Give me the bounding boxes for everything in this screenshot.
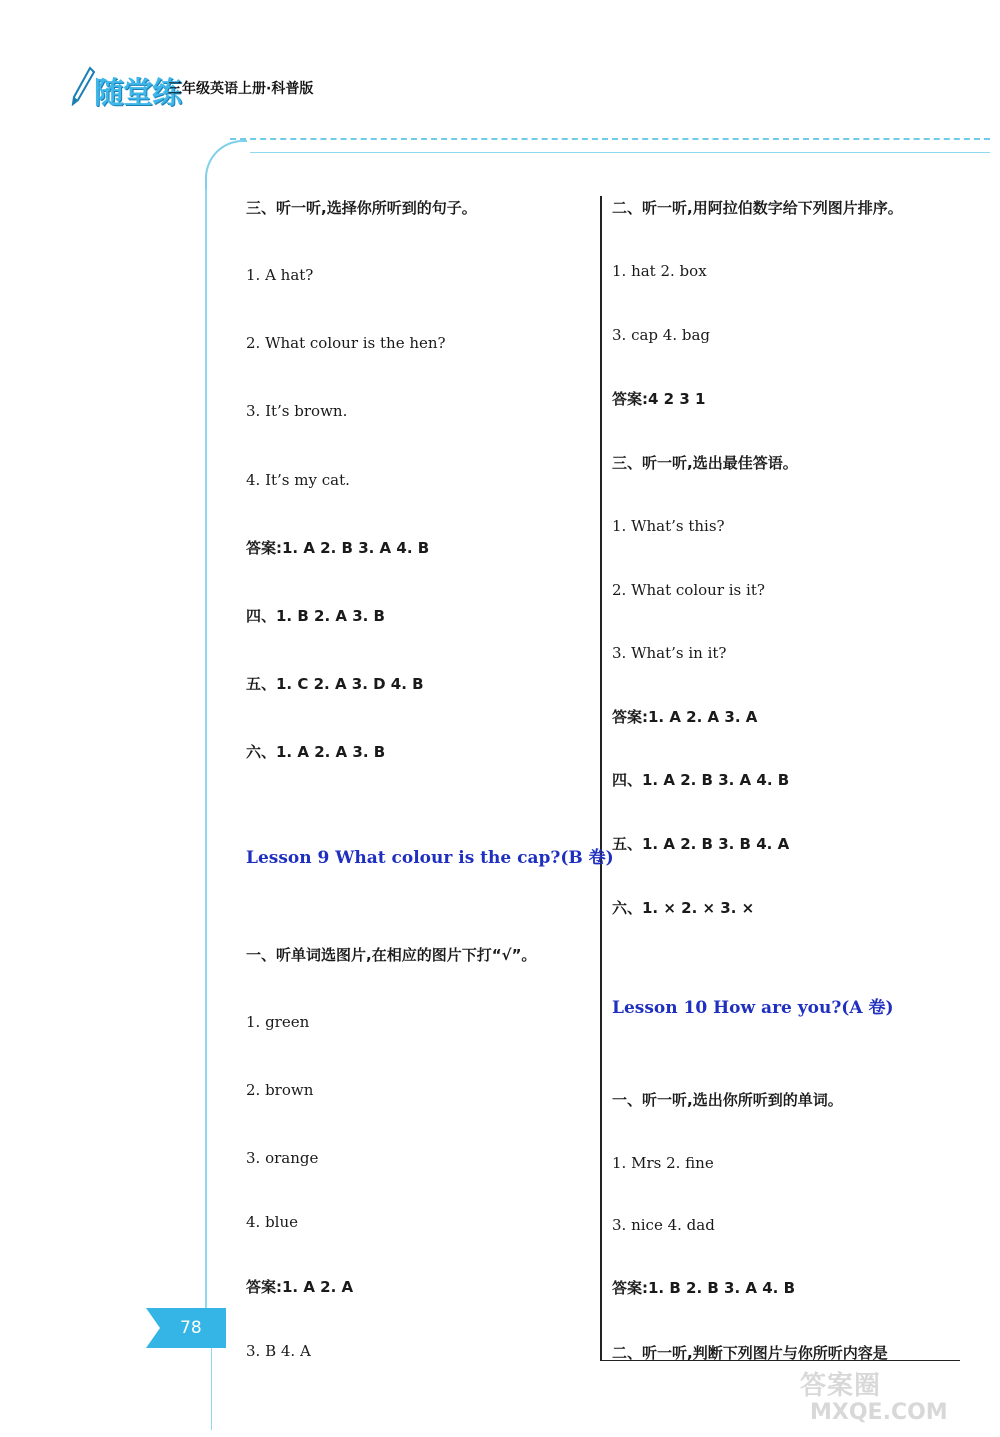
section-text: 答案:1. A 2. A [246, 1278, 354, 1296]
item-text: 1. Mrs 2. fine [612, 1154, 714, 1172]
section-text: 二、听一听,判断下列图片与你所听内容是 [612, 1344, 888, 1362]
item-text: 2. What colour is the hen? [246, 334, 446, 352]
section-text: 五、1. C 2. A 3. D 4. B [246, 675, 424, 693]
item-text: 3. B 4. A [246, 1342, 311, 1360]
item-text: 3. It’s brown. [246, 402, 348, 420]
page-header [70, 62, 370, 112]
page-number: 78 [180, 1318, 202, 1338]
watermark-logo: 答案圈 [800, 1371, 882, 1401]
top-decorative-line-inner [250, 152, 990, 153]
lesson-heading: Lesson 10 How are you?(A 卷) [612, 998, 894, 1018]
section-text: 三、听一听,选出最佳答语。 [612, 454, 798, 472]
pencil-icon [70, 66, 96, 106]
item-text: 2. brown [246, 1081, 314, 1099]
item-text: 1. green [246, 1013, 310, 1031]
section-text: 四、1. A 2. B 3. A 4. B [612, 771, 790, 789]
left-margin-rule [205, 190, 207, 1340]
section-text: 答案:4 2 3 1 [612, 390, 706, 408]
section-text: 四、1. B 2. A 3. B [246, 607, 385, 625]
top-decorative-line [230, 138, 990, 140]
section-text: 一、听单词选图片,在相应的图片下打“√”。 [246, 946, 537, 964]
section-text: 答案:1. A 2. A 3. A [612, 708, 758, 726]
corner-decoration [205, 140, 247, 202]
item-text: 2. What colour is it? [612, 581, 765, 599]
lesson-heading: Lesson 9 What colour is the cap?(B 卷) [246, 848, 614, 868]
item-text: 4. blue [246, 1213, 299, 1231]
brand-logo: 随堂练 [94, 76, 181, 111]
column-divider [600, 196, 602, 1361]
section-text: 五、1. A 2. B 3. B 4. A [612, 835, 790, 853]
item-text: 3. cap 4. bag [612, 326, 711, 344]
book-subtitle: 三年级英语上册·科普版 [168, 81, 314, 97]
section-text: 答案:1. B 2. B 3. A 4. B [612, 1279, 796, 1297]
watermark-url: MXQE.COM [810, 1400, 948, 1425]
section-text: 三、听一听,选择你所听到的句子。 [246, 199, 477, 217]
item-text: 3. orange [246, 1149, 319, 1167]
section-text: 六、1. A 2. A 3. B [246, 743, 386, 761]
item-text: 4. It’s my cat. [246, 471, 350, 489]
item-text: 1. hat 2. box [612, 262, 707, 280]
section-text: 答案:1. A 2. B 3. A 4. B [246, 539, 430, 557]
item-text: 3. What’s in it? [612, 644, 727, 662]
item-text: 1. What’s this? [612, 517, 725, 535]
section-text: 一、听一听,选出你所听到的单词。 [612, 1091, 843, 1109]
section-text: 二、听一听,用阿拉伯数字给下列图片排序。 [612, 199, 903, 217]
item-text: 1. A hat? [246, 266, 314, 284]
section-text: 六、1. × 2. × 3. × [612, 899, 755, 917]
item-text: 3. nice 4. dad [612, 1216, 715, 1234]
